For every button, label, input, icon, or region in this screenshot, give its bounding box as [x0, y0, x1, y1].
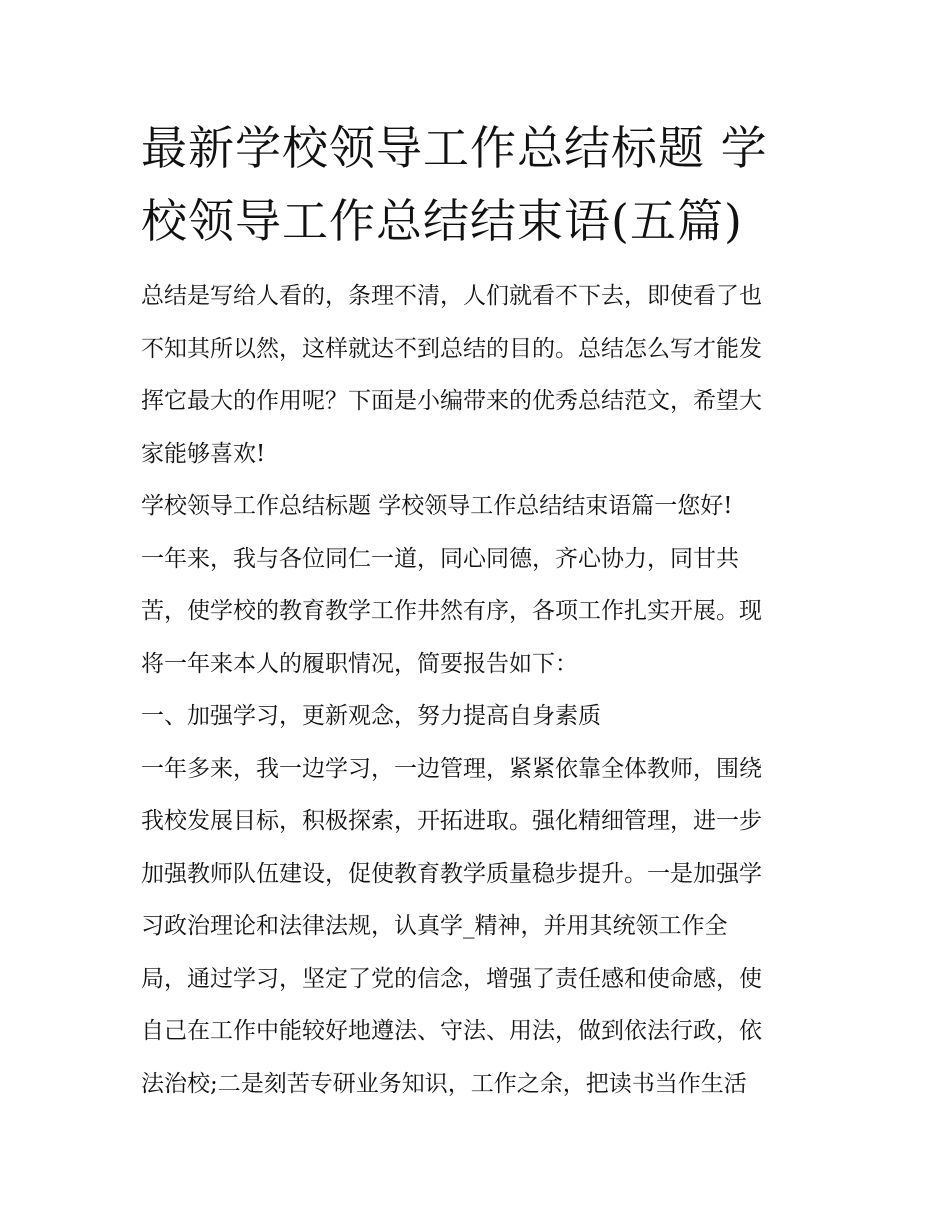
section-heading-line: 学校领导工作总结标题 学校领导工作总结结束语篇一您好! — [141, 493, 733, 519]
body-line: 总结是写给人看的，条理不清，人们就看不下去，即使看了也 — [141, 283, 762, 309]
body-line: 局，通过学习，坚定了党的信念，增强了责任感和使命感，使 — [141, 965, 762, 992]
body-line: 挥它最大的作用呢？下面是小编带来的优秀总结范文，希望大 — [141, 388, 762, 414]
subheading-line: 一、加强学习，更新观念，努力提高自身素质 — [141, 703, 601, 729]
body-line: 将一年来本人的履职情况，简要报告如下： — [141, 650, 578, 677]
body-line: 一年多来，我一边学习，一边管理，紧紧依靠全体教师，围绕 — [141, 755, 762, 782]
body-line: 我校发展目标，积极探索，开拓进取。强化精细管理，进一步 — [141, 808, 762, 834]
title-line: 最新学校领导工作总结标题 学 — [141, 121, 768, 175]
body-line: 一年来，我与各位同仁一道，同心同德，齐心协力，同甘共 — [141, 545, 739, 572]
document-title — [141, 112, 821, 258]
body-line: 加强教师队伍建设，促使教育教学质量稳步提升。一是加强学 — [141, 860, 762, 887]
body-line: 法治校;二是刻苦专研业务知识，工作之余，把读书当作生活 — [141, 1070, 747, 1097]
body-line: 自己在工作中能较好地遵法、守法、用法，做到依法行政，依 — [141, 1018, 762, 1044]
body-line: 习政治理论和法律法规，认真学_精神，并用其统领工作全 — [141, 913, 728, 939]
body-line: 苦，使学校的教育教学工作井然有序，各项工作扎实开展。现 — [141, 598, 762, 624]
body-line: 不知其所以然，这样就达不到总结的目的。总结怎么写才能发 — [141, 335, 762, 362]
document-content — [141, 112, 821, 1110]
title-line: 校领导工作总结结束语(五篇) — [141, 194, 743, 248]
body-line: 家能够喜欢! — [141, 440, 266, 467]
document-body — [141, 270, 821, 1110]
